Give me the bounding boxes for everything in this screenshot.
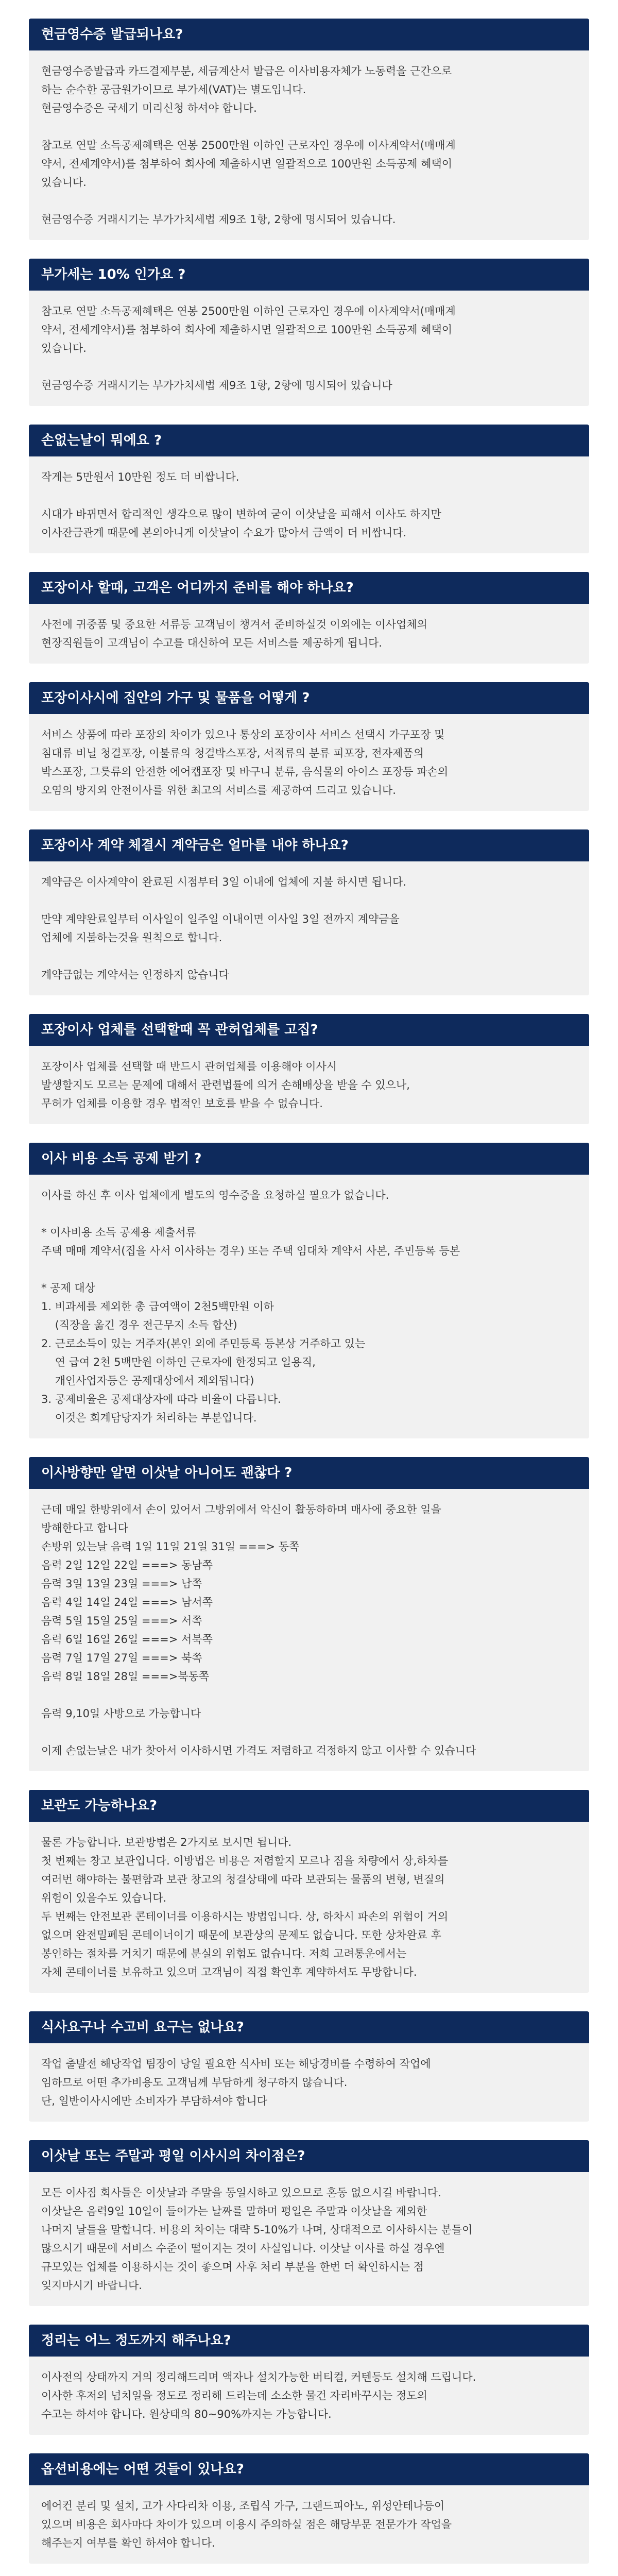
- answer-line: 잊지마시기 바랍니다.: [41, 2279, 142, 2292]
- answer-line: 음력 8일 18일 28일 ===>북동쪽: [41, 1670, 210, 1683]
- answer-line: 해주는지 여부를 확인 하셔야 합니다.: [41, 2537, 215, 2549]
- faq-item: [29, 829, 589, 995]
- answer-line: 단, 일반이사시에만 소비자가 부담하셔야 합니다: [41, 2095, 268, 2107]
- answer-line: 1. 비과세를 제외한 총 급여액이 2천5백만원 이하: [41, 1300, 274, 1313]
- paragraph-gap: [41, 192, 577, 210]
- answer-line: (직장을 옮긴 경우 전근무지 소득 합산): [41, 1319, 237, 1331]
- answer-line: 하는 순수한 공급원가이므로 부가세(VAT)는 별도입니다.: [41, 83, 306, 96]
- answer-line: 봉인하는 절차를 거치기 때문에 분실의 위험도 없습니다. 저희 고려통운에서는: [41, 1947, 407, 1960]
- answer-line: 포장이사 업체를 선택할 때 반드시 관허업체를 이용해야 이사시: [41, 1060, 337, 1073]
- answer-line: 서비스 상품에 따라 포장의 차이가 있으나 통상의 포장이사 서비스 선택시 가구포장 및: [41, 728, 445, 741]
- answer-line: 사전에 귀중품 및 중요한 서류등 고객님이 챙겨서 준비하실것 이외에는 이사업체의: [41, 618, 427, 631]
- answer-line: 이사를 하신 후 이사 업체에게 별도의 영수증을 요청하실 필요가 없습니다.: [41, 1189, 389, 1201]
- faq-answer: [29, 1822, 589, 1993]
- answer-line: 이제 손없는날은 내가 찾아서 이사하시면 가격도 저렴하고 걱정하지 않고 이사할 수 있습니다: [41, 1744, 476, 1757]
- answer-line: 자체 콘테이너를 보유하고 있으며 고객님이 직접 확인후 계약하셔도 무방합니다.: [41, 1966, 417, 1978]
- answer-line: 개인사업자등은 공제대상에서 제외됩니다): [41, 1375, 254, 1387]
- answer-line: 두 번째는 안전보관 콘테이너를 이용하시는 방법입니다. 상, 하차시 파손의 위험이 거의: [41, 1910, 449, 1923]
- faq-item: [29, 2140, 589, 2306]
- answer-line: 물론 가능합니다. 보관방법은 2가지로 보시면 됩니다.: [41, 1836, 292, 1849]
- answer-line: 주택 매매 계약서(집을 사서 이사하는 경우) 또는 주택 임대차 계약서 사본, 주민등록 등본: [41, 1245, 460, 1257]
- faq-question: 포장이사시에 집안의 가구 및 물품을 어떻게 ?: [29, 682, 589, 714]
- answer-line: 위험이 있을수도 있습니다.: [41, 1892, 167, 1904]
- answer-line: 현금영수증발급과 카드결제부분, 세금계산서 발급은 이사비용자체가 노동력을 근간으로: [41, 65, 452, 77]
- faq-item: [29, 1014, 589, 1124]
- faq-question: 옵션비용에는 어떤 것들이 있나요?: [29, 2453, 589, 2485]
- answer-line: 이사전의 상태까지 거의 정리해드리며 액자나 설치가능한 버티컬, 커텐등도 설치해 드립니다.: [41, 2371, 476, 2383]
- answer-line: 음력 4일 14일 24일 ===> 남서쪽: [41, 1596, 213, 1608]
- answer-line: 방해한다고 합니다: [41, 1522, 128, 1534]
- faq-answer: [29, 1175, 589, 1438]
- answer-line: 이것은 회계담당자가 처리하는 부분입니다.: [41, 1412, 257, 1424]
- faq-question: 식사요구나 수고비 요구는 없나요?: [29, 2011, 589, 2043]
- faq-item: [29, 1457, 589, 1771]
- faq-question: 포장이사 업체를 선택할때 꼭 관허업체를 고집?: [29, 1014, 589, 1046]
- answer-line: 현장직원들이 고객님이 수고를 대신하여 모든 서비스를 제공하게 됩니다.: [41, 637, 382, 649]
- answer-line: 오염의 방지외 안전이사를 위한 최고의 서비스를 제공하여 드리고 있습니다.: [41, 784, 396, 796]
- answer-line: 음력 7일 17일 27일 ===> 북쪽: [41, 1652, 202, 1664]
- faq-answer: [29, 291, 589, 406]
- answer-line: 발생할지도 모르는 문제에 대해서 관련법률에 의거 손해배상을 받을 수 있으나,: [41, 1079, 410, 1091]
- faq-answer: [29, 1046, 589, 1124]
- answer-line: 여러번 해야하는 불편함과 보관 창고의 청결상태에 따라 보관되는 물품의 변형, 변질의: [41, 1873, 445, 1886]
- faq-item: [29, 2453, 589, 2564]
- faq-item: [29, 19, 589, 240]
- faq-answer: [29, 604, 589, 664]
- paragraph-gap: [41, 358, 577, 376]
- paragraph-gap: [41, 1260, 577, 1279]
- answer-line: 2. 근로소득이 있는 거주자(본인 외에 주민등록 등본상 거주하고 있는: [41, 1337, 366, 1350]
- answer-line: 업체에 지불하는것을 원칙으로 합니다.: [41, 931, 222, 944]
- faq-answer: [29, 50, 589, 240]
- answer-line: 규모있는 업체를 이용하시는 것이 좋으며 사후 처리 부분을 한번 더 확인하시는 점: [41, 2261, 424, 2273]
- faq-question: 포장이사 할때, 고객은 어디까지 준비를 해야 하나요?: [29, 572, 589, 604]
- answer-line: 무허가 업체를 이용할 경우 법적인 보호를 받을 수 없습니다.: [41, 1097, 323, 1110]
- answer-line: 현금영수증 거래시기는 부가가치세법 제9조 1항, 2항에 명시되어 있습니다.: [41, 213, 396, 226]
- faq-answer: [29, 861, 589, 995]
- faq-answer: [29, 1489, 589, 1771]
- answer-line: 임하므로 어떤 추가비용도 고객님께 부담하게 청구하지 않습니다.: [41, 2076, 348, 2089]
- faq-item: [29, 425, 589, 553]
- answer-line: * 이사비용 소득 공제용 제출서류: [41, 1226, 196, 1239]
- faq-question: 현금영수증 발급되나요?: [29, 19, 589, 50]
- answer-line: 모든 이사짐 회사들은 이삿날과 주말을 동일시하고 있으므로 혼동 없으시길 바랍니다.: [41, 2187, 441, 2199]
- faq-question: 정리는 어느 정도까지 해주나요?: [29, 2325, 589, 2357]
- answer-line: 음력 6일 16일 26일 ===> 서북쪽: [41, 1633, 213, 1646]
- answer-line: 음력 9,10일 사방으로 가능합니다: [41, 1707, 201, 1720]
- answer-line: 손방위 있는날 음력 1일 11일 21일 31일 ===> 동쪽: [41, 1540, 300, 1553]
- answer-line: 많으시기 때문에 서비스 수준이 떨어지는 것이 사실입니다. 이삿날 이사를 하실 경우엔: [41, 2242, 445, 2255]
- paragraph-gap: [41, 1205, 577, 1223]
- answer-line: 이사잔금관계 때문에 본의아니게 이삿날이 수요가 많아서 금액이 더 비쌉니다.: [41, 527, 407, 539]
- faq-answer: [29, 2043, 589, 2122]
- answer-line: 있습니다.: [41, 176, 87, 189]
- answer-line: 음력 5일 15일 25일 ===> 서쪽: [41, 1615, 202, 1627]
- answer-line: 약서, 전세계약서)를 첨부하여 회사에 제출하시면 일괄적으로 100만원 소득공제 혜택이: [41, 324, 453, 336]
- faq-question: 부가세는 10% 인가요 ?: [29, 259, 589, 291]
- faq-item: [29, 682, 589, 811]
- faq-question: 이사 비용 소득 공제 받기 ?: [29, 1143, 589, 1175]
- answer-line: 수고는 하셔야 합니다. 원상태의 80~90%까지는 가능합니다.: [41, 2408, 332, 2420]
- paragraph-gap: [41, 486, 577, 505]
- faq-answer: [29, 2357, 589, 2435]
- faq-question: 이삿날 또는 주말과 평일 이사시의 차이점은?: [29, 2140, 589, 2172]
- answer-line: 이삿날은 음력9일 10일이 들어가는 날짜를 말하며 평일은 주말과 이삿날을 제외한: [41, 2205, 427, 2217]
- answer-line: * 공제 대상: [41, 1282, 95, 1294]
- faq-item: [29, 1790, 589, 1993]
- paragraph-gap: [41, 947, 577, 965]
- answer-line: 이사한 후저의 넘치일을 정도로 정리해 드리는데 소소한 물건 자리바꾸시는 정도의: [41, 2389, 427, 2402]
- paragraph-gap: [41, 117, 577, 136]
- answer-line: 계약금은 이사계약이 완료된 시점부터 3일 이내에 업체에 지불 하시면 됩니다.: [41, 876, 406, 888]
- answer-line: 약서, 전세계약서)를 첨부하여 회사에 제출하시면 일괄적으로 100만원 소득공제 혜택이: [41, 158, 453, 170]
- answer-line: 작게는 5만원서 10만원 정도 더 비쌉니다.: [41, 471, 239, 483]
- paragraph-gap: [41, 1723, 577, 1741]
- answer-line: 나머지 날들을 말합니다. 비용의 차이는 대략 5-10%가 나며, 상대적으로 이사하시는 분들이: [41, 2224, 473, 2236]
- faq-answer: [29, 456, 589, 553]
- answer-line: 음력 3일 13일 23일 ===> 남쪽: [41, 1578, 202, 1590]
- faq-item: [29, 1143, 589, 1438]
- answer-line: 에어컨 분리 및 설치, 고가 사다리차 이용, 조립식 가구, 그랜드피아노, 위성안테나등이: [41, 2500, 445, 2512]
- faq-question: 이사방향만 알면 이삿날 아니어도 괜찮다 ?: [29, 1457, 589, 1489]
- answer-line: 없으며 완전밀폐된 콘테이너이기 때문에 보관상의 문제도 없습니다. 또한 상차완료 후: [41, 1929, 441, 1941]
- faq-item: [29, 259, 589, 406]
- answer-line: 근데 매일 한방위에서 손이 있어서 그방위에서 악신이 활동하하며 매사에 중요한 일을: [41, 1503, 441, 1516]
- faq-question: 손없는날이 뭐에요 ?: [29, 425, 589, 456]
- answer-line: 3. 공제비율은 공제대상자에 따라 비율이 다릅니다.: [41, 1393, 281, 1405]
- answer-line: 작업 출발전 해당작업 팀장이 당일 필요한 식사비 또는 해당경비를 수령하여 작업에: [41, 2058, 431, 2070]
- answer-line: 박스포장, 그릇류의 안전한 에어캡포장 및 바구니 분류, 음식물의 아이스 포장등 파손의: [41, 766, 449, 778]
- answer-line: 침대류 비닐 청결포장, 이불류의 청결박스포장, 서적류의 분류 피포장, 전자제품의: [41, 747, 424, 759]
- faq-answer: [29, 714, 589, 811]
- answer-line: 계약금없는 계약서는 인정하지 않습니다: [41, 969, 229, 981]
- faq-answer: [29, 2172, 589, 2306]
- answer-line: 현금영수증 거래시기는 부가가치세법 제9조 1항, 2항에 명시되어 있습니다: [41, 379, 392, 392]
- faq-answer: [29, 2485, 589, 2564]
- answer-line: 참고로 연말 소득공제혜택은 연봉 2500만원 이하인 근로자인 경우에 이사계약서(매매계: [41, 139, 456, 151]
- faq-item: [29, 2325, 589, 2435]
- answer-line: 현금영수증은 국세기 미리신청 하셔야 합니다.: [41, 102, 257, 114]
- answer-line: 음력 2일 12일 22일 ===> 동남쪽: [41, 1559, 213, 1571]
- answer-line: 있으며 비용은 회사마다 차이가 있으며 이용시 주의하실 점은 해당부문 전문가가 작업을: [41, 2518, 452, 2531]
- answer-line: 첫 번째는 창고 보관입니다. 이방법은 비용은 저렴할지 모르나 짐을 차량에서 상,하차를: [41, 1855, 449, 1867]
- answer-line: 시대가 바뀌면서 합리적인 생각으로 많이 변하여 굳이 이삿날을 피해서 이사도 하지만: [41, 508, 441, 520]
- faq-item: [29, 572, 589, 664]
- answer-line: 연 급여 2천 5백만원 이하인 근로자에 한정되고 일용직,: [41, 1356, 316, 1368]
- answer-line: 만약 계약완료일부터 이사일이 일주일 이내이면 이사일 3일 전까지 계약금을: [41, 913, 400, 925]
- faq-item: [29, 2011, 589, 2122]
- faq-question: 보관도 가능하나요?: [29, 1790, 589, 1822]
- answer-line: 참고로 연말 소득공제혜택은 연봉 2500만원 이하인 근로자인 경우에 이사계약서(매매계: [41, 305, 456, 317]
- faq-question: 포장이사 계약 체결시 계약금은 얼마를 내야 하나요?: [29, 829, 589, 861]
- paragraph-gap: [41, 891, 577, 910]
- answer-line: 있습니다.: [41, 342, 87, 354]
- paragraph-gap: [41, 1686, 577, 1704]
